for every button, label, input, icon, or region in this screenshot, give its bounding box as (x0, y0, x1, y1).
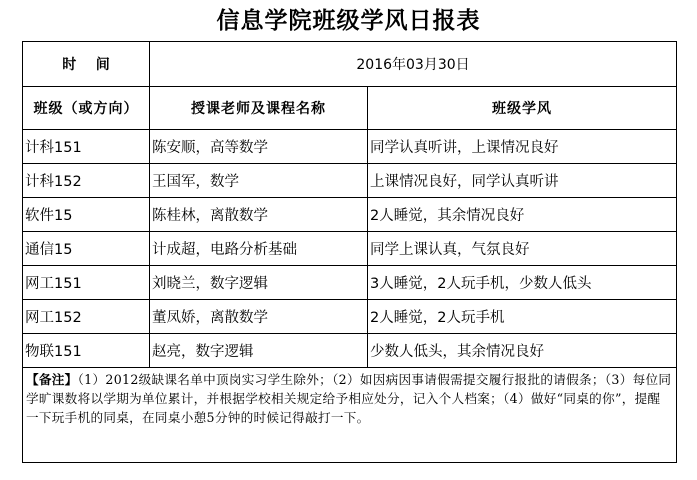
note-text: （1）2012级缺课名单中顶岗实习学生除外；（2）如因病因事请假需提交履行报批的请假条；（3）每位同学旷课数将以学期为单位累计，并根据学校相关规定给予相应处分，记入个人档案；（4）做好“同桌的你”，提醒一下玩手机的同桌，在同桌小憩5分钟的时候记得敲打一下。 (26, 372, 672, 425)
study-style-cell: 同学认真听讲，上课情况良好 (368, 130, 677, 164)
teacher-course-cell: 陈安顺，高等数学 (150, 130, 368, 164)
header-class: 班级（或方向） (23, 87, 150, 130)
table-row (23, 266, 677, 300)
class-cell: 软件15 (23, 198, 150, 232)
table-header-row (23, 87, 677, 130)
study-style-cell: 少数人低头，其余情况良好 (368, 334, 677, 368)
note-cell (23, 368, 677, 463)
study-style-cell: 上课情况良好，同学认真听讲 (368, 164, 677, 198)
table-row (23, 130, 677, 164)
teacher-course-cell: 陈桂林，离散数学 (150, 198, 368, 232)
class-cell: 通信15 (23, 232, 150, 266)
table-row (23, 198, 677, 232)
header-study-style: 班级学风 (368, 87, 677, 130)
study-style-cell: 2人睡觉，其余情况良好 (368, 198, 677, 232)
table-row (23, 300, 677, 334)
report-title: 信息学院班级学风日报表 (216, 7, 481, 34)
teacher-course-cell: 计成超，电路分析基础 (150, 232, 368, 266)
class-cell: 计科151 (23, 130, 150, 164)
teacher-course-cell: 刘晓兰，数字逻辑 (150, 266, 368, 300)
table-row (23, 232, 677, 266)
note-label: 【备注】 (26, 372, 78, 387)
class-cell: 网工151 (23, 266, 150, 300)
study-style-cell: 2人睡觉，2人玩手机 (368, 300, 677, 334)
class-cell: 物联151 (23, 334, 150, 368)
time-row (23, 42, 677, 87)
study-style-cell: 同学上课认真，气氛良好 (368, 232, 677, 266)
class-cell: 计科152 (23, 164, 150, 198)
header-teacher-course: 授课老师及课程名称 (150, 87, 368, 130)
time-label: 时 间 (23, 42, 150, 87)
study-style-cell: 3人睡觉，2人玩手机，少数人低头 (368, 266, 677, 300)
report-table (22, 41, 677, 463)
table-row (23, 164, 677, 198)
teacher-course-cell: 王国军，数学 (150, 164, 368, 198)
teacher-course-cell: 董凤娇，离散数学 (150, 300, 368, 334)
teacher-course-cell: 赵亮，数字逻辑 (150, 334, 368, 368)
note-row (23, 368, 677, 463)
class-cell: 网工152 (23, 300, 150, 334)
report-date: 2016年03月30日 (150, 42, 677, 87)
table-row (23, 334, 677, 368)
